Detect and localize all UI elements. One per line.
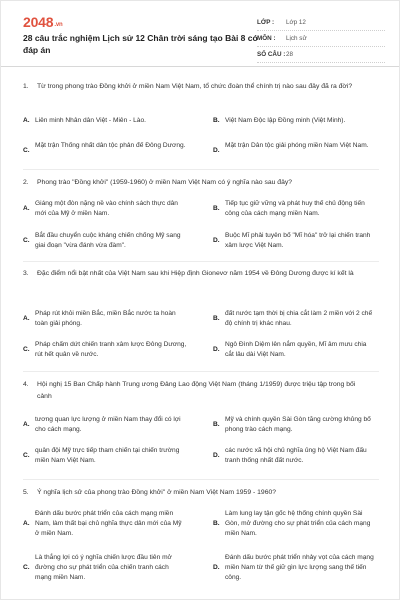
option-text: Mặt trận Dân tộc giải phóng miền Nam Việt Nam. bbox=[225, 142, 369, 149]
option-text: Mặt trận Thống nhất dân tộc phản đế Đông Dương. bbox=[35, 142, 186, 149]
logo-text: 2048 bbox=[23, 14, 54, 30]
question-number: 4. bbox=[23, 381, 29, 388]
meta-row-count bbox=[257, 47, 385, 63]
logo-suffix: .vn bbox=[54, 22, 63, 28]
option-letter: C. bbox=[23, 237, 30, 244]
meta-value: Lớp 12 bbox=[286, 19, 306, 26]
option-text: Đánh dấu bước phát triển của cách mạng miền Nam, làm thất bại chủ nghĩa thực dân mới của Mỹ ở miền Nam. bbox=[35, 510, 182, 537]
option-text: Việt Nam Độc lập Đồng minh (Việt Minh). bbox=[225, 117, 346, 124]
question-text: Hội nghị 15 Ban Chấp hành Trung ương Đảng Lao động Việt Nam (tháng 1/1959) được triệu tập trong bối cảnh bbox=[37, 381, 356, 400]
question-divider bbox=[23, 261, 379, 262]
question-number: 5. bbox=[23, 489, 29, 496]
option-letter: A. bbox=[23, 205, 30, 212]
option-letter: D. bbox=[213, 237, 220, 244]
meta-table bbox=[257, 15, 385, 63]
question-number: 2. bbox=[23, 179, 29, 186]
meta-value: Lịch sử bbox=[286, 35, 307, 42]
question-divider bbox=[23, 479, 379, 480]
document-header bbox=[1, 1, 400, 67]
meta-label: SỐ CÂU : bbox=[257, 51, 286, 58]
option-text: Tiếp tục giữ vững và phát huy thế chủ động tiến công của cách mạng miền Nam. bbox=[225, 200, 365, 217]
option-letter: C. bbox=[23, 147, 30, 154]
option-text: Đánh dấu bước phát triển nhảy vọt của cách mạng miền Nam từ thế giữ gìn lực lượng sang thế tiến công. bbox=[225, 554, 374, 581]
question-number: 1. bbox=[23, 83, 29, 90]
option-text: Pháp rút khỏi miền Bắc, miền Bắc nước ta hoàn toàn giải phóng. bbox=[35, 310, 176, 327]
option-text: Mỹ và chính quyền Sài Gòn tăng cường khủng bố phong trào cách mạng. bbox=[225, 416, 371, 433]
option-text: Ngô Đình Diệm lên nắm quyền, Mĩ âm mưu chia cắt lâu dài Việt Nam. bbox=[225, 341, 367, 358]
option-letter: D. bbox=[213, 564, 220, 571]
question-divider bbox=[23, 371, 379, 372]
option-letter: B. bbox=[213, 117, 220, 124]
site-logo[interactable] bbox=[23, 14, 62, 30]
option-text: Bắt đầu chuyển cuộc kháng chiến chống Mỹ sang giai đoạn "vừa đánh vừa đàm". bbox=[35, 232, 181, 249]
option-text: đất nước tạm thời bị chia cắt làm 2 miền với 2 chế độ chính trị khác nhau. bbox=[225, 310, 373, 327]
meta-value: 28 bbox=[286, 51, 294, 58]
meta-row-subject bbox=[257, 31, 385, 47]
option-letter: A. bbox=[23, 421, 30, 428]
document-title: 28 câu trắc nghiệm Lịch sử 12 Chân trời sáng tạo Bài 8 có đáp án bbox=[23, 33, 258, 55]
option-text: Giáng một đòn nặng nề vào chính sách thực dân mới của Mỹ ở miền Nam. bbox=[35, 200, 178, 217]
option-letter: A. bbox=[23, 315, 30, 322]
meta-row-class bbox=[257, 15, 385, 31]
option-letter: C. bbox=[23, 346, 30, 353]
question-text: Phong trào "Đồng khởi" (1959-1960) ở miền Nam Việt Nam có ý nghĩa nào sau đây? bbox=[37, 179, 293, 186]
option-text: Là thắng lợi có ý nghĩa chiến lược đầu tiên mở đường cho sự phát triển của chiến tranh cách mạng miền Nam. bbox=[35, 554, 172, 581]
question-text: Đặc điểm nổi bật nhất của Việt Nam sau khi Hiệp định Gionevơ năm 1954 về Đông Dương được kí kết là bbox=[37, 270, 354, 277]
option-text: Pháp chấm dứt chiến tranh xâm lược Đông Dương, rút hết quân về nước. bbox=[35, 341, 187, 358]
option-letter: A. bbox=[23, 117, 30, 124]
option-text: Buộc Mĩ phải tuyên bố "Mĩ hóa" trở lại chiến tranh xâm lược Việt Nam. bbox=[225, 232, 371, 249]
option-text: quân đội Mỹ trực tiếp tham chiến tại chiến trường miền Nam Việt Nam. bbox=[35, 447, 180, 464]
question-text: Ý nghĩa lịch sử của phong trào Đồng khởi" ở miền Nam Việt Nam 1959 - 1960? bbox=[37, 489, 277, 496]
question-text: Từ trong phong trào Đồng khởi ở miền Nam Việt Nam, tổ chức đoàn thể chính trị nào sau đây đã ra đời? bbox=[37, 83, 353, 90]
option-letter: C. bbox=[23, 452, 30, 459]
option-text: Làm lung lay tận gốc hệ thống chính quyền Sài Gòn, mở đường cho sự phát triển của cách mạng miền Nam. bbox=[225, 510, 371, 537]
option-text: tương quan lực lượng ở miền Nam thay đổi có lợi cho cách mạng. bbox=[35, 416, 181, 433]
option-letter: A. bbox=[23, 520, 30, 527]
option-letter: B. bbox=[213, 421, 220, 428]
meta-label: LỚP : bbox=[257, 19, 275, 26]
question-number: 3. bbox=[23, 270, 29, 277]
option-letter: D. bbox=[213, 452, 220, 459]
option-text: các nước xã hội chủ nghĩa ủng hộ Việt Nam đấu tranh thống nhất đất nước. bbox=[225, 447, 367, 464]
option-letter: B. bbox=[213, 315, 220, 322]
meta-label: MÔN : bbox=[257, 35, 276, 42]
option-letter: D. bbox=[213, 346, 220, 353]
option-letter: C. bbox=[23, 564, 30, 571]
option-letter: D. bbox=[213, 147, 220, 154]
option-letter: B. bbox=[213, 205, 220, 212]
question-divider bbox=[23, 169, 379, 170]
option-text: Liên minh Nhân dân Việt - Miên - Lào. bbox=[35, 117, 146, 124]
option-letter: B. bbox=[213, 520, 220, 527]
